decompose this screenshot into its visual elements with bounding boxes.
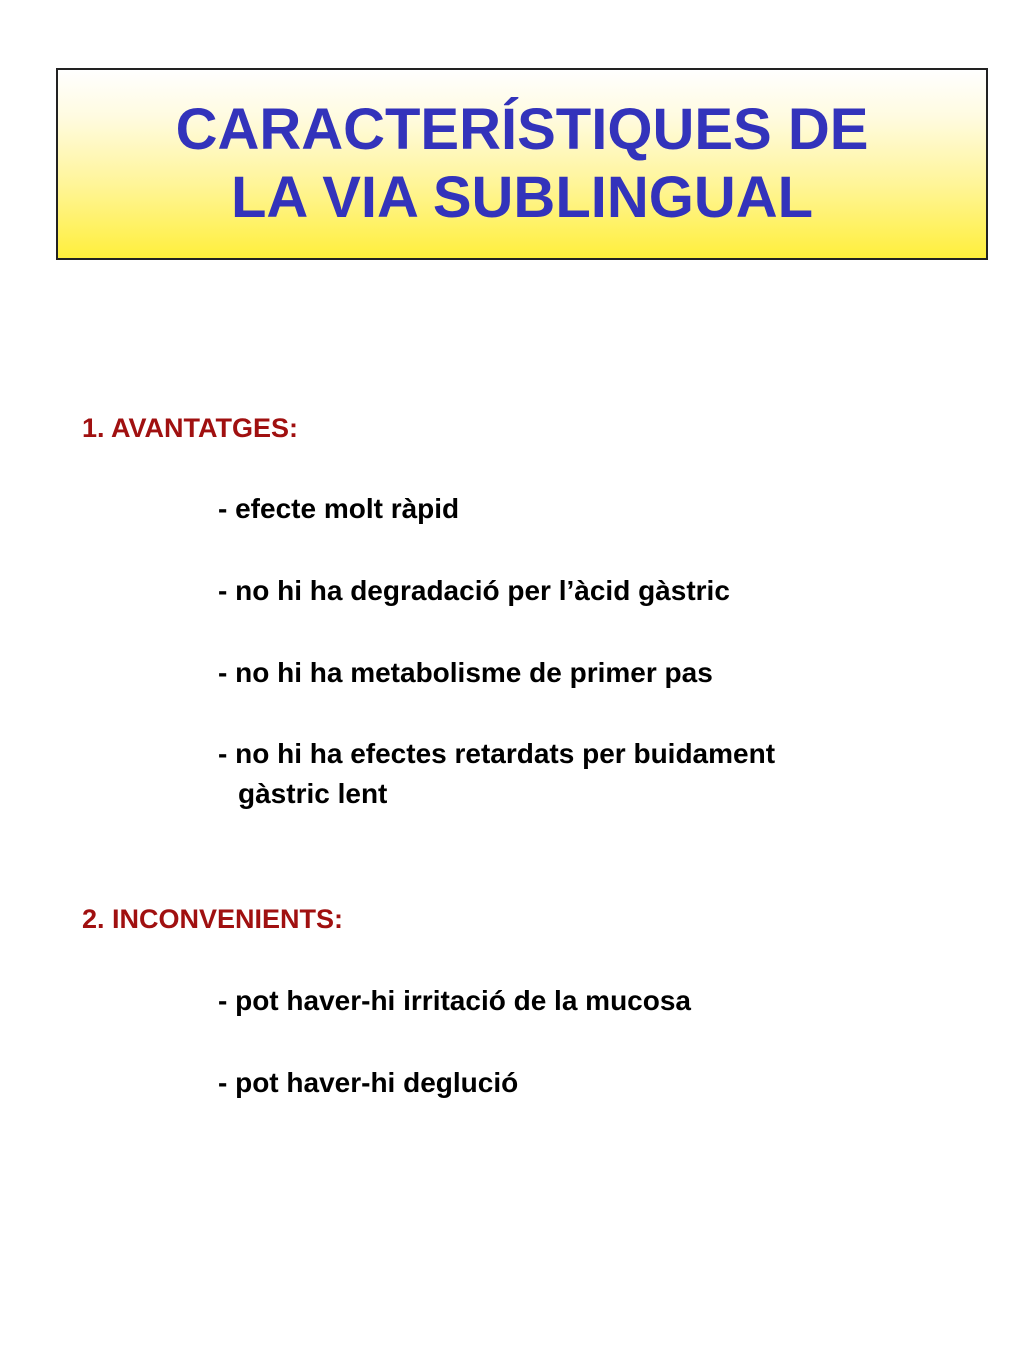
list-item: - pot haver-hi irritació de la mucosa	[218, 985, 692, 1016]
section-heading-inconvenients: 2. INCONVENIENTS:	[82, 904, 344, 934]
list-item: - efecte molt ràpid	[218, 493, 460, 524]
title-line-2: LA VIA SUBLINGUAL	[230, 165, 814, 230]
list-item	[218, 734, 775, 814]
list-item: - no hi ha metabolisme de primer pas	[218, 657, 713, 688]
list-item-continuation: gàstric lent	[238, 778, 388, 809]
list-item: - no hi ha degradació per l’àcid gàstric	[218, 575, 730, 606]
list-item-line: - no hi ha efectes retardats per buidament	[218, 738, 776, 769]
title-line-1: CARACTERÍSTIQUES DE	[175, 97, 869, 162]
section-heading-avantatges: 1. AVANTATGES:	[82, 413, 298, 443]
list-item: - pot haver-hi deglució	[218, 1067, 519, 1098]
title-box	[56, 68, 988, 260]
